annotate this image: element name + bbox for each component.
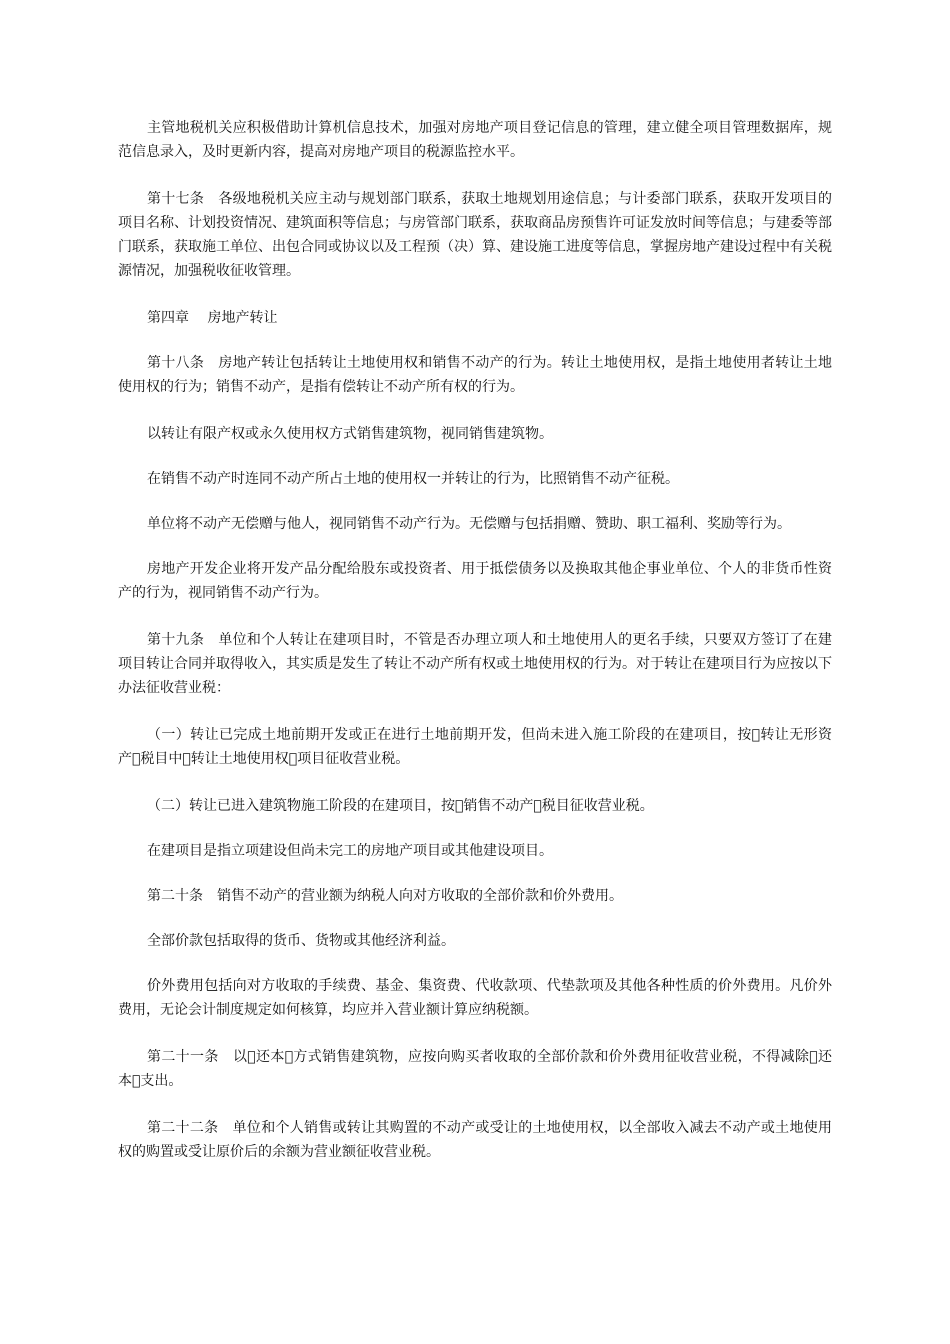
paragraph-gratuitous-transfer: 单位将不动产无偿赠与他人，视同销售不动产行为。无偿赠与包括捐赠、赞助、职工福利、奖励等行为。 <box>147 516 791 532</box>
paragraph-project-definition: 在建项目是指立项建设但尚未完工的房地产项目或其他建设项目。 <box>147 843 553 859</box>
paragraph-developer-distribution: 房地产开发企业将开发产品分配给股东或投资者、用于抵偿债务以及换取其他企事业单位、个人的非货币性资产的行为，视同销售不动产行为。 <box>118 561 832 601</box>
paragraph-article-22: 第二十二条 单位和个人销售或转让其购置的不动产或受让的土地使用权，以全部收入减去不动产或土地使用权的购置或受让原价后的余额为营业额征收营业税。 <box>118 1120 832 1160</box>
paragraph-item-2: （二）转让已进入建筑物施工阶段的在建项目，按 销售不动产 税目征收营业税。 <box>147 798 654 814</box>
paragraph-article-17: 第十七条 各级地税机关应主动与规划部门联系，获取土地规划用途信息；与计委部门联系，获取开发项目的项目名称、计划投资情况、建筑面积等信息；与房管部门联系，获取商品房预售许可证发放时间等信息；与建委等部门联系，获取施工单位、出包合同或协议以及工程预（决）算、建设施工进度等信息，掌握房地产建设过程中有关税源情况，加强税收征收管理。 <box>118 191 832 279</box>
paragraph-article-18: 第十八条 房地产转让包括转让土地使用权和销售不动产的行为。转让土地使用权，是指土地使用者转让土地使用权的行为；销售不动产，是指有偿转让不动产所有权的行为。 <box>118 355 832 395</box>
paragraph-article-20: 第二十条 销售不动产的营业额为纳税人向对方收取的全部价款和价外费用。 <box>147 888 623 904</box>
paragraph-article-21: 第二十一条 以 还本 方式销售建筑物，应按向购买者收取的全部价款和价外费用征收营业税，不得减除 还本 支出。 <box>118 1049 832 1089</box>
paragraph-tax-source-monitoring: 主管地税机关应积极借助计算机信息技术，加强对房地产项目登记信息的管理，建立健全项目管理数据库，规范信息录入，及时更新内容，提高对房地产项目的税源监控水平。 <box>118 120 832 160</box>
paragraph-extra-fees: 价外费用包括向对方收取的手续费、基金、集资费、代收款项、代垫款项及其他各种性质的价外费用。凡价外费用，无论会计制度规定如何核算，均应并入营业额计算应纳税额。 <box>118 978 832 1018</box>
paragraph-item-1: （一）转让已完成土地前期开发或正在进行土地前期开发，但尚未进入施工阶段的在建项目，按 转让无形资产 税目中 转让土地使用权 项目征收营业税。 <box>118 727 832 767</box>
chapter-4-heading: 第四章 房地产转让 <box>147 310 278 326</box>
paragraph-total-price: 全部价款包括取得的货币、货物或其他经济利益。 <box>147 933 455 949</box>
paragraph-article-19: 第十九条 单位和个人转让在建项目时，不管是否办理立项人和土地使用人的更名手续，只要双方签订了在建项目转让合同并取得收入，其实质是发生了转让不动产所有权或土地使用权的行为。对于转让在建项目行为应按以下办法征收营业税： <box>118 632 832 696</box>
paragraph-land-use-with-property: 在销售不动产时连同不动产所占土地的使用权一并转让的行为，比照销售不动产征税。 <box>147 471 679 487</box>
document-body <box>118 116 832 1187</box>
paragraph-limited-property-rights: 以转让有限产权或永久使用权方式销售建筑物，视同销售建筑物。 <box>147 426 553 442</box>
